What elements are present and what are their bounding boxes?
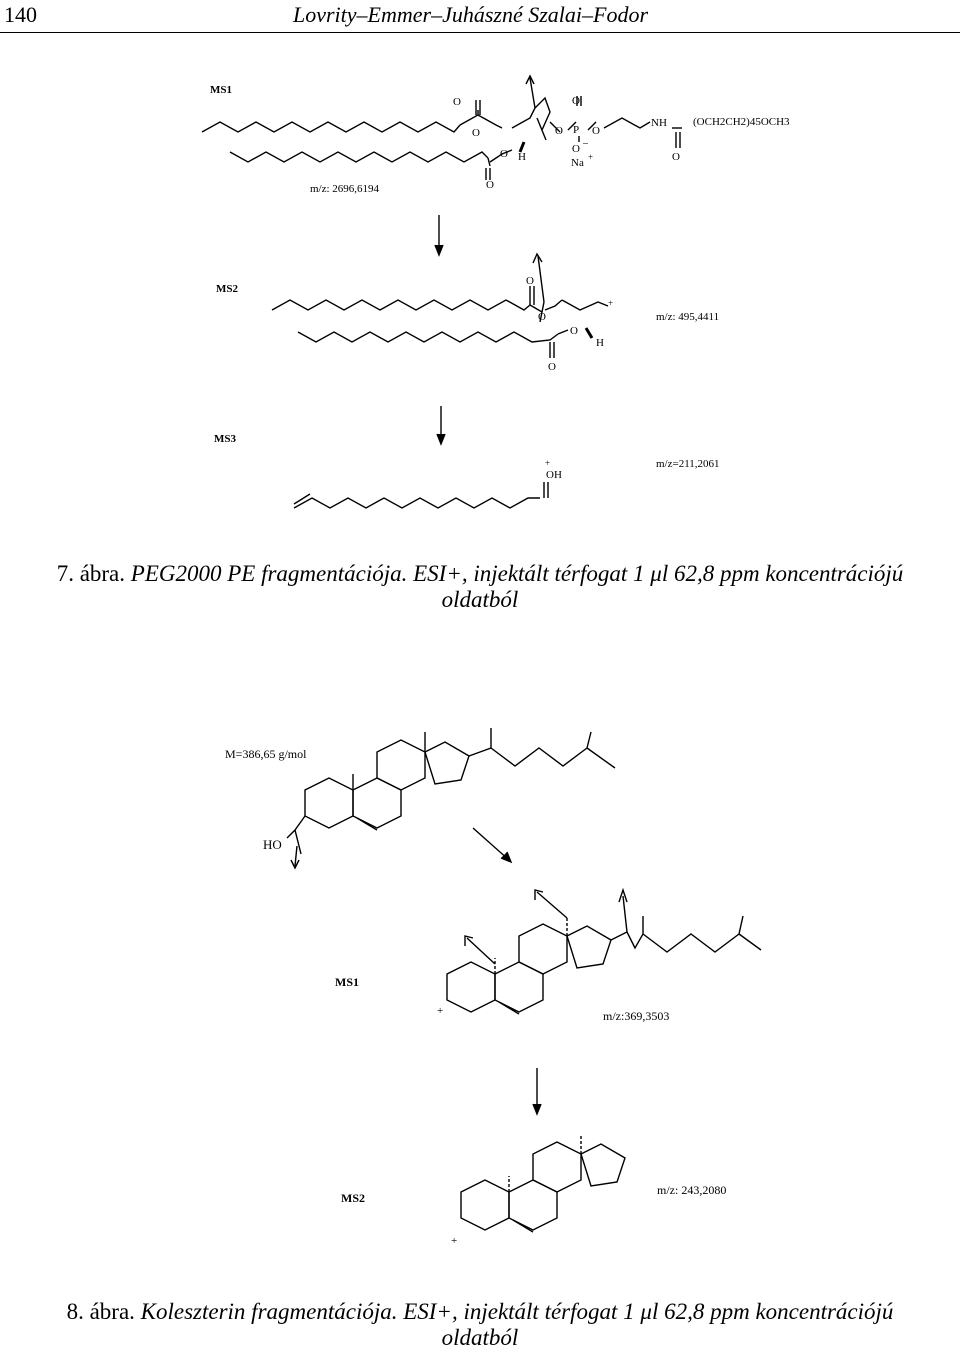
ms1-ester-o-2: O bbox=[500, 148, 508, 160]
ms2-label-fig8: MS2 bbox=[341, 1191, 365, 1205]
ms1-acyl-chain-2 bbox=[230, 152, 488, 162]
ms1-label-fig8: MS1 bbox=[335, 975, 359, 989]
ms1-sodium: Na bbox=[571, 157, 584, 169]
ms1-mz-fig8: m/z:369,3503 bbox=[603, 1009, 670, 1023]
ms2-ring-c bbox=[533, 1142, 581, 1192]
ms1-phosphate-o-left: O bbox=[555, 125, 563, 137]
figure-8-caption-label: 8. ábra. bbox=[66, 1299, 135, 1324]
ms1-plus: + bbox=[588, 152, 594, 162]
ms2-mz: m/z: 495,4411 bbox=[656, 311, 720, 323]
ms1-ring-a bbox=[447, 962, 495, 1012]
figure-7-caption-label: 7. ábra. bbox=[56, 561, 126, 586]
figure-8-cholesterol-fragmentation bbox=[225, 718, 785, 1258]
ms2-acyl-chain-1 bbox=[272, 300, 530, 310]
ms2-plus: + bbox=[608, 298, 614, 308]
figure-7-peg2000-pe-fragmentation bbox=[190, 70, 810, 530]
ms2-ester-o: O bbox=[538, 311, 546, 323]
ms1-ring-d bbox=[567, 926, 611, 968]
ms3-oh: OH bbox=[546, 469, 562, 481]
ms1-phosphate-o-top: O bbox=[572, 95, 580, 107]
ms3-mz: m/z=211,2061 bbox=[656, 458, 720, 470]
ms2-carbonyl-o-2: O bbox=[548, 361, 556, 373]
ms1-peg-chain: (OCH2CH2)45OCH3 bbox=[693, 116, 790, 128]
figure-7-caption-text: PEG2000 PE fragmentációja. ESI+, injektált térfogat 1 μl 62,8 ppm koncentrációjú oldatból bbox=[130, 561, 904, 612]
ms1-nh: NH bbox=[651, 117, 667, 129]
ms2-ring-a bbox=[461, 1180, 509, 1230]
page-header bbox=[0, 0, 960, 33]
ms1-acyl-chain-1 bbox=[202, 122, 460, 132]
ms1-carbonyl-o: O bbox=[453, 96, 461, 108]
ms2-ester-o-2: O bbox=[570, 325, 578, 337]
ms1-carbonyl-o-2: O bbox=[486, 179, 494, 191]
ms2-acyl-chain-2 bbox=[298, 332, 558, 342]
ms1-phosphorus: P bbox=[573, 124, 580, 136]
cholesterol-ring-a bbox=[305, 778, 353, 828]
page-number: 140 bbox=[4, 2, 37, 27]
ms2-ring-d bbox=[581, 1144, 625, 1186]
ms1-minus: – bbox=[583, 138, 588, 149]
ms1-mz: m/z: 2696,6194 bbox=[310, 183, 380, 195]
ms3-acyl-chain bbox=[294, 498, 540, 508]
figure-8-caption bbox=[40, 1299, 920, 1351]
ms1-label: MS1 bbox=[210, 84, 232, 96]
ms1-ring-c bbox=[519, 924, 567, 974]
hydroxyl-group: HO bbox=[263, 837, 282, 852]
cholesterol-ring-c bbox=[377, 740, 425, 790]
figure-8-drawing bbox=[225, 718, 785, 1258]
ms2-label: MS2 bbox=[216, 283, 238, 295]
ms1-h: H bbox=[518, 151, 526, 163]
figure-8-caption-text: Koleszterin fragmentációja. ESI+, injektált térfogat 1 μl 62,8 ppm koncentrációjú oldatból bbox=[140, 1299, 894, 1350]
ms1-plus-fig8: + bbox=[437, 1005, 444, 1017]
ms3-plus: + bbox=[545, 458, 551, 468]
ms2-mz-fig8: m/z: 243,2080 bbox=[657, 1183, 727, 1197]
ms3-label: MS3 bbox=[214, 433, 236, 445]
ms1-phosphate-o-minus: O bbox=[572, 143, 580, 155]
ms2-h: H bbox=[596, 337, 604, 349]
molar-mass: M=386,65 g/mol bbox=[225, 747, 307, 761]
ms1-ester-o: O bbox=[472, 127, 480, 139]
figure-7-drawing bbox=[190, 70, 810, 530]
cholesterol-ring-d bbox=[425, 742, 469, 784]
ms1-phosphate-o-right: O bbox=[592, 125, 600, 137]
ms2-plus-fig8: + bbox=[451, 1235, 458, 1247]
ms2-carbonyl-o: O bbox=[526, 275, 534, 287]
running-head: Lovrity–Emmer–Juhászné Szalai–Fodor bbox=[293, 2, 649, 27]
ms1-amide-o: O bbox=[672, 151, 680, 163]
figure-7-caption bbox=[40, 561, 920, 613]
